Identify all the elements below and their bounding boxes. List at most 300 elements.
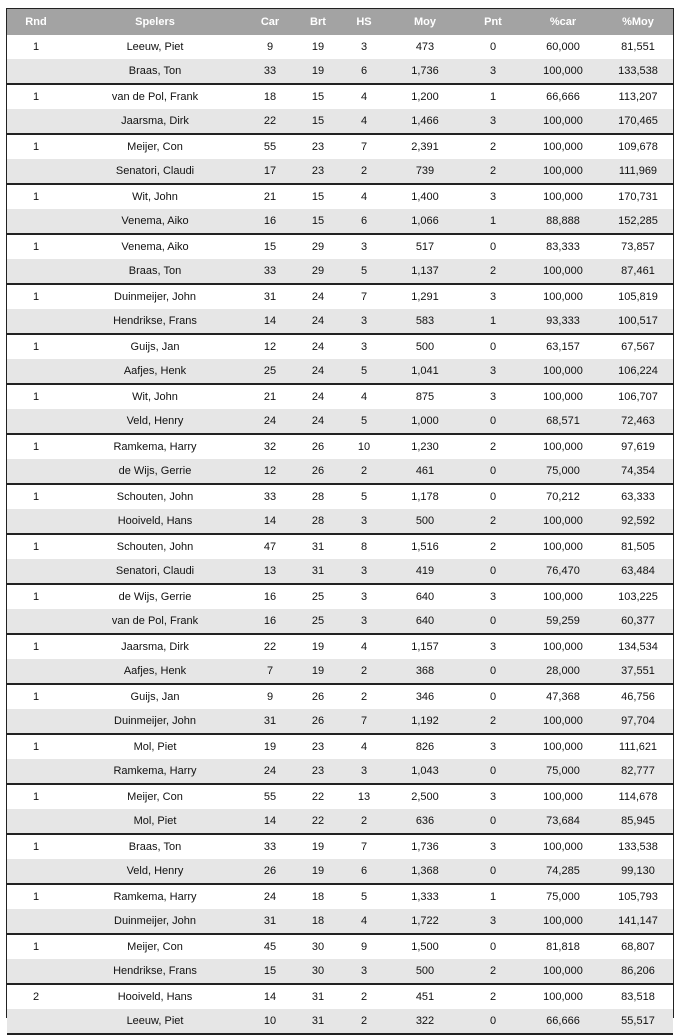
brt-value: 19	[311, 65, 325, 77]
car-value: 9	[266, 41, 274, 53]
hs-value: 3	[360, 965, 368, 977]
header-rnd: Rnd	[25, 16, 47, 28]
match-group	[7, 385, 673, 435]
car-value: 24	[263, 765, 277, 777]
table-row	[7, 509, 673, 533]
player-name: Veld, Henry	[126, 865, 184, 877]
pct-car-value: 66,666	[546, 1015, 580, 1027]
header-moy: Moy	[414, 16, 436, 28]
table-row	[7, 935, 673, 959]
pct-moy-value: 55,517	[621, 1015, 655, 1027]
car-value: 33	[263, 841, 277, 853]
table-row	[7, 635, 673, 659]
round-number: 1	[32, 841, 40, 853]
brt-value: 26	[311, 465, 325, 477]
pct-moy-value: 85,945	[621, 815, 655, 827]
hs-value: 5	[360, 365, 368, 377]
round-number: 1	[32, 791, 40, 803]
brt-value: 24	[311, 365, 325, 377]
car-value: 9	[266, 691, 274, 703]
pct-car-value: 93,333	[546, 315, 580, 327]
player-name: Leeuw, Piet	[126, 1015, 184, 1027]
player-name: Meijer, Con	[127, 141, 183, 153]
car-value: 16	[263, 615, 277, 627]
pct-car-value: 47,368	[546, 691, 580, 703]
pnt-value: 3	[489, 291, 497, 303]
moy-value: 500	[415, 341, 435, 353]
brt-value: 30	[311, 965, 325, 977]
player-name: Leeuw, Piet	[126, 41, 184, 53]
pct-moy-value: 100,517	[618, 315, 658, 327]
pnt-value: 3	[489, 391, 497, 403]
pnt-value: 3	[489, 115, 497, 127]
moy-value: 1,000	[411, 415, 439, 427]
player-name: Duinmeijer, John	[114, 291, 196, 303]
car-value: 22	[263, 641, 277, 653]
header-brt: Brt	[310, 16, 326, 28]
player-name: Wit, John	[132, 191, 178, 203]
player-name: Mol, Piet	[133, 815, 177, 827]
car-value: 12	[263, 341, 277, 353]
car-value: 12	[263, 465, 277, 477]
brt-value: 19	[311, 865, 325, 877]
player-name: Jaarsma, Dirk	[121, 115, 189, 127]
pct-moy-value: 152,285	[618, 215, 658, 227]
hs-value: 2	[360, 815, 368, 827]
match-group	[7, 435, 673, 485]
moy-value: 346	[415, 691, 435, 703]
moy-value: 640	[415, 615, 435, 627]
pct-moy-value: 103,225	[618, 591, 658, 603]
round-number: 1	[32, 591, 40, 603]
pnt-value: 0	[489, 615, 497, 627]
round-number: 1	[32, 341, 40, 353]
hs-value: 6	[360, 215, 368, 227]
pnt-value: 3	[489, 365, 497, 377]
pct-moy-value: 134,534	[618, 641, 658, 653]
moy-value: 1,043	[411, 765, 439, 777]
brt-value: 23	[311, 741, 325, 753]
player-name: Ramkema, Harry	[113, 891, 197, 903]
player-name: Braas, Ton	[128, 841, 182, 853]
pnt-value: 2	[489, 965, 497, 977]
car-value: 7	[266, 665, 274, 677]
car-value: 55	[263, 791, 277, 803]
match-group	[7, 85, 673, 135]
pct-car-value: 100,000	[543, 165, 583, 177]
pnt-value: 2	[489, 441, 497, 453]
brt-value: 15	[311, 191, 325, 203]
round-number: 1	[32, 391, 40, 403]
round-number: 1	[32, 691, 40, 703]
brt-value: 31	[311, 1015, 325, 1027]
pnt-value: 3	[489, 191, 497, 203]
pnt-value: 2	[489, 715, 497, 727]
brt-value: 23	[311, 165, 325, 177]
hs-value: 7	[360, 291, 368, 303]
brt-value: 30	[311, 941, 325, 953]
table-row	[7, 909, 673, 933]
pnt-value: 0	[489, 41, 497, 53]
player-name: de Wijs, Gerrie	[118, 591, 192, 603]
moy-value: 1,230	[411, 441, 439, 453]
moy-value: 1,200	[411, 91, 439, 103]
round-number: 1	[32, 141, 40, 153]
pnt-value: 0	[489, 415, 497, 427]
hs-value: 3	[360, 315, 368, 327]
pnt-value: 2	[489, 541, 497, 553]
pnt-value: 0	[489, 341, 497, 353]
brt-value: 31	[311, 541, 325, 553]
table-row	[7, 585, 673, 609]
round-number: 1	[32, 941, 40, 953]
pct-moy-value: 113,207	[618, 91, 658, 103]
hs-value: 6	[360, 65, 368, 77]
table-row	[7, 785, 673, 809]
pct-car-value: 68,571	[546, 415, 580, 427]
car-value: 14	[263, 515, 277, 527]
hs-value: 4	[360, 741, 368, 753]
moy-value: 826	[415, 741, 435, 753]
brt-value: 29	[311, 241, 325, 253]
pct-car-value: 60,000	[546, 41, 580, 53]
pct-car-value: 100,000	[543, 115, 583, 127]
table-row	[7, 759, 673, 783]
car-value: 22	[263, 115, 277, 127]
car-value: 19	[263, 741, 277, 753]
moy-value: 1,516	[411, 541, 439, 553]
moy-value: 1,178	[411, 491, 439, 503]
header-pcar: %car	[549, 16, 577, 28]
player-name: de Wijs, Gerrie	[118, 465, 192, 477]
pct-car-value: 100,000	[543, 391, 583, 403]
player-name: Venema, Aiko	[121, 241, 189, 253]
hs-value: 6	[360, 865, 368, 877]
car-value: 14	[263, 815, 277, 827]
player-name: Schouten, John	[116, 541, 194, 553]
pct-car-value: 81,818	[546, 941, 580, 953]
header-pnt: Pnt	[484, 16, 502, 28]
pnt-value: 0	[489, 1015, 497, 1027]
table-row	[7, 885, 673, 909]
hs-value: 7	[360, 841, 368, 853]
brt-value: 22	[311, 791, 325, 803]
hs-value: 10	[357, 441, 371, 453]
pct-moy-value: 82,777	[621, 765, 655, 777]
brt-value: 24	[311, 291, 325, 303]
hs-value: 13	[357, 791, 371, 803]
pct-moy-value: 111,621	[618, 741, 658, 753]
player-name: Wit, John	[132, 391, 178, 403]
pct-moy-value: 114,678	[618, 791, 658, 803]
pct-moy-value: 81,505	[621, 541, 655, 553]
pct-car-value: 83,333	[546, 241, 580, 253]
pnt-value: 0	[489, 941, 497, 953]
table-row	[7, 309, 673, 333]
brt-value: 18	[311, 915, 325, 927]
table-row	[7, 559, 673, 583]
pct-moy-value: 74,354	[621, 465, 655, 477]
moy-value: 500	[415, 515, 435, 527]
moy-value: 1,333	[411, 891, 439, 903]
brt-value: 23	[311, 141, 325, 153]
pct-moy-value: 170,731	[618, 191, 658, 203]
pct-moy-value: 81,551	[621, 41, 655, 53]
pnt-value: 0	[489, 815, 497, 827]
moy-value: 451	[415, 991, 435, 1003]
brt-value: 31	[311, 565, 325, 577]
player-name: Jaarsma, Dirk	[121, 641, 189, 653]
player-name: Schouten, John	[116, 491, 194, 503]
table-row	[7, 59, 673, 83]
player-name: Venema, Aiko	[121, 215, 189, 227]
pct-car-value: 66,666	[546, 91, 580, 103]
hs-value: 3	[360, 615, 368, 627]
player-name: Hooiveld, Hans	[117, 515, 193, 527]
pnt-value: 3	[489, 591, 497, 603]
pct-car-value: 100,000	[543, 965, 583, 977]
pnt-value: 3	[489, 841, 497, 853]
hs-value: 2	[360, 1015, 368, 1027]
moy-value: 2,391	[411, 141, 439, 153]
car-value: 18	[263, 91, 277, 103]
brt-value: 24	[311, 341, 325, 353]
car-value: 16	[263, 591, 277, 603]
moy-value: 500	[415, 965, 435, 977]
moy-value: 419	[415, 565, 435, 577]
pct-moy-value: 97,704	[621, 715, 655, 727]
pct-car-value: 100,000	[543, 641, 583, 653]
match-group	[7, 735, 673, 785]
table-row	[7, 735, 673, 759]
brt-value: 28	[311, 491, 325, 503]
match-group	[7, 785, 673, 835]
player-name: Guijs, Jan	[130, 341, 180, 353]
table-row	[7, 659, 673, 683]
pct-car-value: 100,000	[543, 191, 583, 203]
match-group	[7, 235, 673, 285]
player-name: Senatori, Claudi	[115, 565, 195, 577]
hs-value: 3	[360, 241, 368, 253]
match-group	[7, 35, 673, 85]
pnt-value: 0	[489, 465, 497, 477]
brt-value: 24	[311, 415, 325, 427]
hs-value: 2	[360, 665, 368, 677]
car-value: 31	[263, 715, 277, 727]
car-value: 31	[263, 915, 277, 927]
pct-car-value: 73,684	[546, 815, 580, 827]
table-header	[7, 9, 673, 35]
pct-moy-value: 97,619	[621, 441, 655, 453]
pct-moy-value: 86,206	[621, 965, 655, 977]
car-value: 16	[263, 215, 277, 227]
brt-value: 19	[311, 665, 325, 677]
moy-value: 875	[415, 391, 435, 403]
pct-car-value: 100,000	[543, 265, 583, 277]
car-value: 17	[263, 165, 277, 177]
player-name: Duinmeijer, John	[114, 915, 196, 927]
pnt-value: 1	[489, 215, 497, 227]
pct-moy-value: 105,793	[618, 891, 658, 903]
hs-value: 2	[360, 165, 368, 177]
car-value: 24	[263, 415, 277, 427]
moy-value: 1,368	[411, 865, 439, 877]
pct-car-value: 63,157	[546, 341, 580, 353]
brt-value: 19	[311, 841, 325, 853]
player-name: van de Pol, Frank	[111, 615, 199, 627]
round-number: 2	[32, 991, 40, 1003]
pct-car-value: 74,285	[546, 865, 580, 877]
hs-value: 5	[360, 491, 368, 503]
hs-value: 9	[360, 941, 368, 953]
pct-moy-value: 133,538	[618, 841, 658, 853]
table-row	[7, 409, 673, 433]
pct-moy-value: 106,224	[618, 365, 658, 377]
pct-moy-value: 46,756	[621, 691, 655, 703]
moy-value: 1,466	[411, 115, 439, 127]
hs-value: 8	[360, 541, 368, 553]
round-number: 1	[32, 41, 40, 53]
hs-value: 3	[360, 341, 368, 353]
car-value: 15	[263, 241, 277, 253]
hs-value: 4	[360, 115, 368, 127]
table-row	[7, 235, 673, 259]
pnt-value: 2	[489, 991, 497, 1003]
hs-value: 3	[360, 41, 368, 53]
pnt-value: 2	[489, 265, 497, 277]
pct-moy-value: 105,819	[618, 291, 658, 303]
pnt-value: 2	[489, 165, 497, 177]
table-row	[7, 385, 673, 409]
car-value: 33	[263, 265, 277, 277]
header-hs: HS	[356, 16, 372, 28]
moy-value: 322	[415, 1015, 435, 1027]
player-name: Guijs, Jan	[130, 691, 180, 703]
pnt-value: 0	[489, 491, 497, 503]
hs-value: 5	[360, 265, 368, 277]
hs-value: 2	[360, 465, 368, 477]
pct-car-value: 100,000	[543, 791, 583, 803]
hs-value: 4	[360, 191, 368, 203]
hs-value: 4	[360, 641, 368, 653]
car-value: 13	[263, 565, 277, 577]
round-number: 1	[32, 191, 40, 203]
match-group	[7, 635, 673, 685]
player-name: Meijer, Con	[127, 791, 183, 803]
player-name: Braas, Ton	[128, 265, 182, 277]
table-row	[7, 685, 673, 709]
player-name: Hendrikse, Frans	[113, 965, 197, 977]
moy-value: 1,291	[411, 291, 439, 303]
hs-value: 2	[360, 691, 368, 703]
table-row	[7, 259, 673, 283]
pct-moy-value: 67,567	[621, 341, 655, 353]
brt-value: 25	[311, 615, 325, 627]
pct-moy-value: 170,465	[618, 115, 658, 127]
car-value: 33	[263, 65, 277, 77]
round-number: 1	[32, 541, 40, 553]
pct-moy-value: 83,518	[621, 991, 655, 1003]
moy-value: 2,500	[411, 791, 439, 803]
brt-value: 26	[311, 715, 325, 727]
pnt-value: 0	[489, 665, 497, 677]
table-row	[7, 535, 673, 559]
player-name: Aafjes, Henk	[123, 665, 187, 677]
header-spelers: Spelers	[135, 16, 175, 28]
hs-value: 5	[360, 415, 368, 427]
table-row	[7, 159, 673, 183]
table-row	[7, 85, 673, 109]
table-row	[7, 135, 673, 159]
pnt-value: 3	[489, 791, 497, 803]
brt-value: 26	[311, 691, 325, 703]
match-group	[7, 135, 673, 185]
car-value: 25	[263, 365, 277, 377]
brt-value: 15	[311, 215, 325, 227]
player-name: Ramkema, Harry	[113, 441, 197, 453]
pct-moy-value: 106,707	[618, 391, 658, 403]
hs-value: 3	[360, 765, 368, 777]
pct-car-value: 100,000	[543, 541, 583, 553]
car-value: 55	[263, 141, 277, 153]
moy-value: 1,722	[411, 915, 439, 927]
pct-car-value: 100,000	[543, 365, 583, 377]
pct-moy-value: 92,592	[621, 515, 655, 527]
header-pmoy: %Moy	[622, 16, 654, 28]
car-value: 10	[263, 1015, 277, 1027]
results-table	[6, 8, 674, 1027]
brt-value: 26	[311, 441, 325, 453]
pct-moy-value: 87,461	[621, 265, 655, 277]
moy-value: 636	[415, 815, 435, 827]
player-name: Hendrikse, Frans	[113, 315, 197, 327]
table-row	[7, 485, 673, 509]
table-row	[7, 859, 673, 883]
match-group	[7, 885, 673, 935]
brt-value: 18	[311, 891, 325, 903]
round-number: 1	[32, 241, 40, 253]
round-number: 1	[32, 641, 40, 653]
table-row	[7, 35, 673, 59]
hs-value: 7	[360, 141, 368, 153]
car-value: 32	[263, 441, 277, 453]
pct-car-value: 100,000	[543, 441, 583, 453]
brt-value: 15	[311, 115, 325, 127]
pct-car-value: 75,000	[546, 465, 580, 477]
table-row	[7, 435, 673, 459]
round-number: 1	[32, 491, 40, 503]
brt-value: 19	[311, 641, 325, 653]
car-value: 21	[263, 391, 277, 403]
player-name: Braas, Ton	[128, 65, 182, 77]
match-group	[7, 485, 673, 535]
match-group	[7, 585, 673, 635]
moy-value: 1,157	[411, 641, 439, 653]
pct-car-value: 100,000	[543, 715, 583, 727]
round-number: 1	[32, 441, 40, 453]
moy-value: 473	[415, 41, 435, 53]
car-value: 14	[263, 991, 277, 1003]
moy-value: 739	[415, 165, 435, 177]
match-group	[7, 835, 673, 885]
round-number: 1	[32, 91, 40, 103]
table-row	[7, 335, 673, 359]
pct-moy-value: 68,807	[621, 941, 655, 953]
pct-car-value: 100,000	[543, 515, 583, 527]
pct-car-value: 76,470	[546, 565, 580, 577]
table-row	[7, 809, 673, 833]
table-row	[7, 285, 673, 309]
